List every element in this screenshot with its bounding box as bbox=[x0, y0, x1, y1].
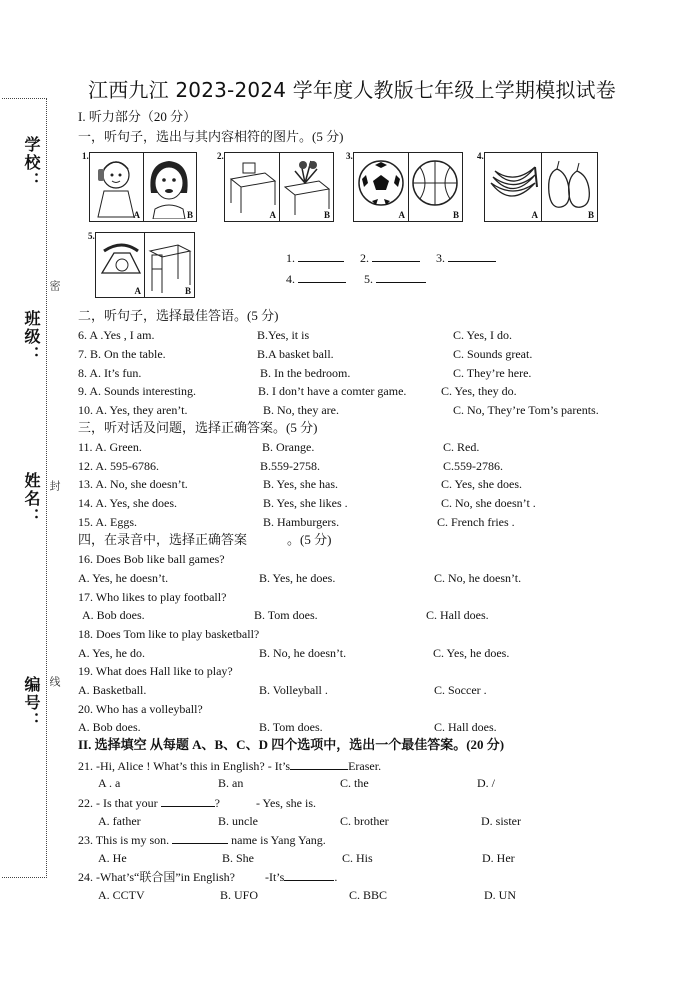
option: C. Sounds great. bbox=[453, 347, 533, 361]
option: C. Yes, she does. bbox=[441, 477, 523, 491]
option: A. He bbox=[98, 851, 127, 865]
question: 19. What does Hall like to play? bbox=[78, 664, 233, 678]
option: 15. A. Eggs. bbox=[78, 515, 138, 529]
picture-item: 4. A B bbox=[484, 152, 598, 222]
option: B.559-2758. bbox=[260, 459, 320, 473]
option: B. Volleyball . bbox=[259, 683, 328, 697]
option: C. Yes, he does. bbox=[433, 646, 510, 660]
option: B. an bbox=[218, 776, 244, 790]
option: B. I don’t have a comter game. bbox=[258, 384, 407, 398]
section-heading: 四，在录音中，选择正确答案 。(5 分) bbox=[78, 532, 332, 547]
option: C. No, she doesn’t . bbox=[441, 496, 536, 510]
picture-item: 5. A B bbox=[95, 232, 195, 298]
question: 21. -Hi, Alice ! What’s this in English? - It’s Eraser. bbox=[78, 759, 382, 773]
option: B. No, they are. bbox=[263, 403, 339, 417]
option: B. She bbox=[222, 851, 255, 865]
option: A . a bbox=[98, 776, 121, 790]
option: A. Basketball. bbox=[78, 683, 147, 697]
option: C. Red. bbox=[443, 440, 480, 454]
option: 14. A. Yes, she does. bbox=[78, 496, 178, 510]
option: C. French fries . bbox=[437, 515, 515, 529]
option: B. No, he doesn’t. bbox=[259, 646, 347, 660]
option: C.559-2786. bbox=[443, 459, 503, 473]
option: B. uncle bbox=[218, 814, 258, 828]
option: C. Yes, I do. bbox=[453, 328, 513, 342]
option: A. Yes, he do. bbox=[78, 646, 146, 660]
option: B. Yes, she likes . bbox=[263, 496, 348, 510]
number-label: 编号： bbox=[22, 676, 39, 730]
option: 12. A. 595-6786. bbox=[78, 459, 159, 473]
answer-blank[interactable]: 5. bbox=[364, 271, 426, 286]
name-label: 姓名： bbox=[22, 472, 39, 526]
picture-item: 1. A B bbox=[89, 152, 197, 222]
option: B. Orange. bbox=[262, 440, 315, 454]
section-heading: I. 听力部分（20 分） bbox=[78, 109, 197, 124]
option: C. Hall does. bbox=[434, 720, 497, 734]
option: B.A basket ball. bbox=[257, 347, 334, 361]
option: A. Bob does. bbox=[78, 720, 141, 734]
option: C. BBC bbox=[349, 888, 388, 902]
option: 8. A. It’s fun. bbox=[78, 366, 142, 380]
option: C. brother bbox=[340, 814, 389, 828]
option: A. Bob does. bbox=[82, 608, 145, 622]
section-heading: 一，听句子，选出与其内容相符的图片。(5 分) bbox=[78, 129, 344, 144]
option: 13. A. No, she doesn’t. bbox=[78, 477, 188, 491]
option: B. Tom does. bbox=[254, 608, 318, 622]
option: C. They’re here. bbox=[453, 366, 532, 380]
section-heading: 三，听对话及问题，选择正确答案。(5 分) bbox=[78, 420, 318, 435]
answer-blank[interactable]: 3. bbox=[436, 250, 496, 265]
class-label: 班级： bbox=[22, 310, 39, 364]
option: D. / bbox=[477, 776, 495, 790]
option: C. Yes, they do. bbox=[441, 384, 517, 398]
option: 11. A. Green. bbox=[78, 440, 142, 454]
section-heading: 二，听句子，选择最佳答语。(5 分) bbox=[78, 308, 279, 323]
option: B. UFO bbox=[220, 888, 259, 902]
option: B. Hamburgers. bbox=[263, 515, 340, 529]
option: D. sister bbox=[481, 814, 521, 828]
option: C. His bbox=[342, 851, 373, 865]
option: C. Hall does. bbox=[426, 608, 489, 622]
question: 22. - Is that your ? - Yes, she is. bbox=[78, 796, 316, 810]
option: C. No, They’re Tom’s parents. bbox=[453, 403, 599, 417]
picture-item: 2. A B bbox=[224, 152, 334, 222]
option: 6. A .Yes , I am. bbox=[78, 328, 155, 342]
option: B. Yes, he does. bbox=[259, 571, 336, 585]
option: 10. A. Yes, they aren’t. bbox=[78, 403, 188, 417]
answer-blank[interactable]: 2. bbox=[360, 250, 420, 265]
question: 17. Who likes to play football? bbox=[78, 590, 227, 604]
option: B.Yes, it is bbox=[257, 328, 310, 342]
picture-item: 3. A B bbox=[353, 152, 463, 222]
question: 23. This is my son. name is Yang Yang. bbox=[78, 833, 326, 847]
answer-blank[interactable]: 1. bbox=[286, 250, 344, 265]
option: D. Her bbox=[482, 851, 515, 865]
question: 24. -What’s“联合国”in English? -It’s . bbox=[78, 870, 338, 884]
seal-mark: 封 bbox=[48, 480, 60, 491]
option: C. No, he doesn’t. bbox=[434, 571, 522, 585]
school-label: 学校： bbox=[22, 136, 39, 190]
seal-mark: 线 bbox=[48, 676, 60, 687]
page-title: 江西九江 2023-2024 学年度人教版七年级上学期模拟试卷 bbox=[88, 78, 616, 102]
option: C. the bbox=[340, 776, 369, 790]
option: A. CCTV bbox=[98, 888, 145, 902]
option: B. In the bedroom. bbox=[260, 366, 351, 380]
section-heading: II. 选择填空 从每题 A、B、C、D 四个选项中，选出一个最佳答案。(20 分) bbox=[78, 737, 505, 752]
option: B. Tom does. bbox=[259, 720, 323, 734]
answer-blank[interactable]: 4. bbox=[286, 271, 346, 286]
question: 20. Who has a volleyball? bbox=[78, 702, 203, 716]
option: B. Yes, she has. bbox=[263, 477, 339, 491]
option: A. Yes, he doesn’t. bbox=[78, 571, 169, 585]
option: 7. B. On the table. bbox=[78, 347, 166, 361]
seal-mark: 密 bbox=[48, 280, 60, 291]
option: D. UN bbox=[484, 888, 516, 902]
option: 9. A. Sounds interesting. bbox=[78, 384, 197, 398]
option: C. Soccer . bbox=[434, 683, 487, 697]
option: A. father bbox=[98, 814, 141, 828]
question: 18. Does Tom like to play basketball? bbox=[78, 627, 260, 641]
question: 16. Does Bob like ball games? bbox=[78, 552, 225, 566]
